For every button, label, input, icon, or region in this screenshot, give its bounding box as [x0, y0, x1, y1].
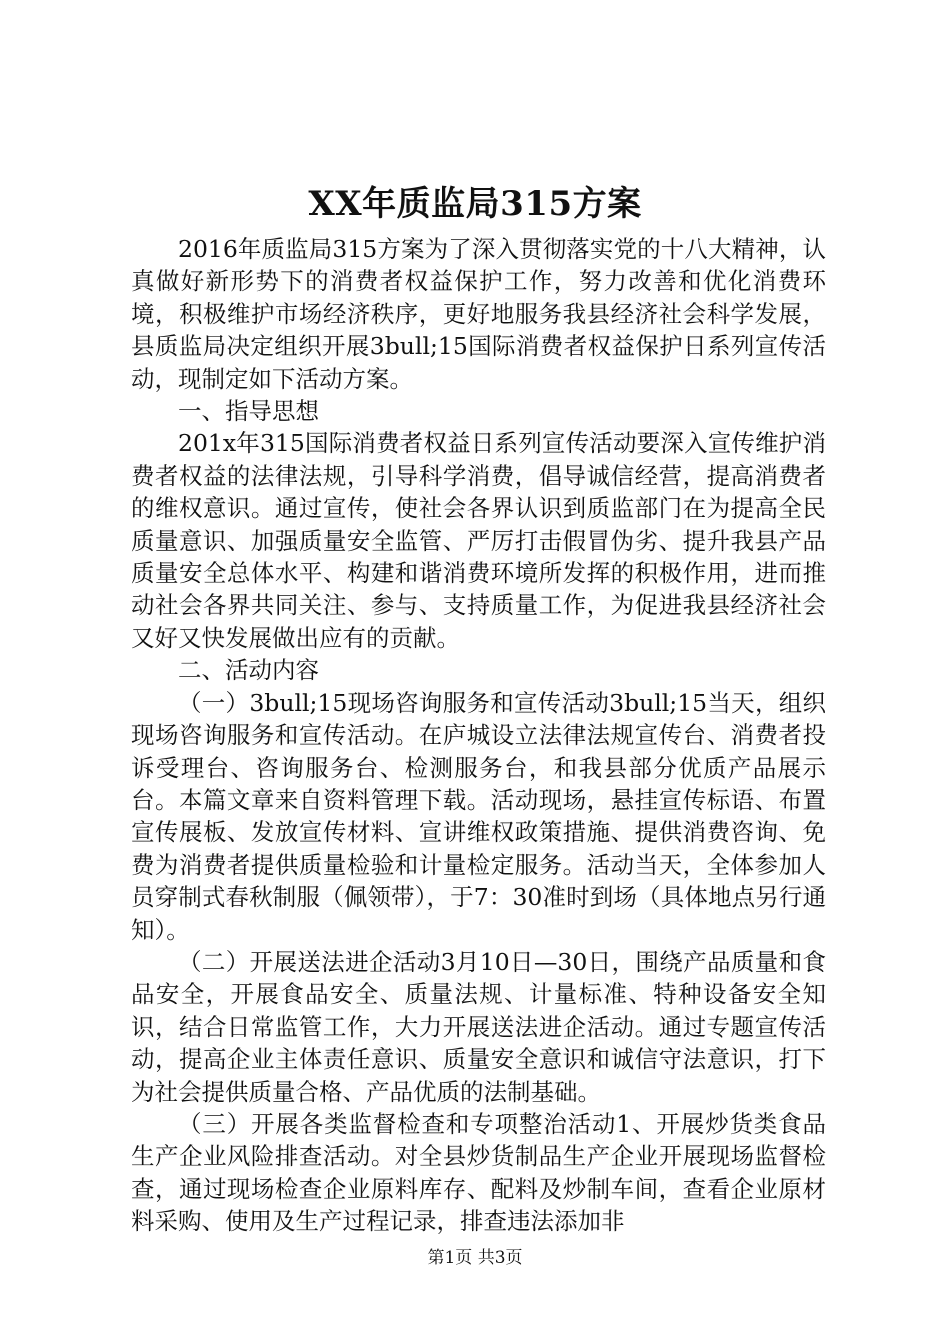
paragraph-intro: 2016年质监局315方案为了深入贯彻落实党的十八大精神，认真做好新形势下的消费者权益保护工作，努力改善和优化消费环境，积极维护市场经济秩序，更好地服务我县经济社会科学发展，县质监局决定组织开展3bull;15国际消费者权益保护日系列宣传活动，现制定如下活动方案。: [131, 235, 826, 393]
document-title: XX年质监局315方案: [308, 184, 642, 224]
section-heading-activity-content: 二、活动内容: [178, 656, 319, 685]
document-body: [131, 233, 826, 1238]
section-heading-guiding-ideology: 一、指导思想: [178, 397, 319, 426]
paragraph-guiding-ideology: 201x年315国际消费者权益日系列宣传活动要深入宣传维护消费者权益的法律法规，引导科学消费，倡导诚信经营，提高消费者的维权意识。通过宣传，使社会各界认识到质监部门在为提高全民质量意识、加强质量安全监管、严厉打击假冒伪劣、提升我县产品质量安全总体水平、构建和谐消费环境所发挥的积极作用，进而推动社会各界共同关注、参与、支持质量工作，为促进我县经济社会又好又快发展做出应有的贡献。: [131, 429, 826, 652]
paragraph-activity-1: （一）3bull;15现场咨询服务和宣传活动3bull;15当天，组织现场咨询服务和宣传活动。在庐城设立法律法规宣传台、消费者投诉受理台、咨询服务台、检测服务台，和我县部分优质产品展示台。本篇文章来自资料管理下载。活动现场，悬挂宣传标语、布置宣传展板、发放宣传材料、宣讲维权政策措施、提供消费咨询、免费为消费者提供质量检验和计量检定服务。活动当天，全体参加人员穿制式春秋制服（佩领带），于7：30准时到场（具体地点另行通知）。: [131, 688, 826, 944]
page-number-footer: 第1页 共3页: [427, 1248, 523, 1268]
paragraph-activity-2: （二）开展送法进企活动3月10日—30日，围绕产品质量和食品安全，开展食品安全、质量法规、计量标准、特种设备安全知识，结合日常监管工作，大力开展送法进企活动。通过专题宣传活动，提高企业主体责任意识、质量安全意识和诚信守法意识，打下为社会提供质量合格、产品优质的法制基础。: [131, 947, 826, 1106]
paragraph-activity-3: （三）开展各类监督检查和专项整治活动1、开展炒货类食品生产企业风险排查活动。对全县炒货制品生产企业开展现场监督检查，通过现场检查企业原料库存、配料及炒制车间，查看企业原材料采购、使用及生产过程记录，排查违法添加非: [131, 1109, 826, 1236]
